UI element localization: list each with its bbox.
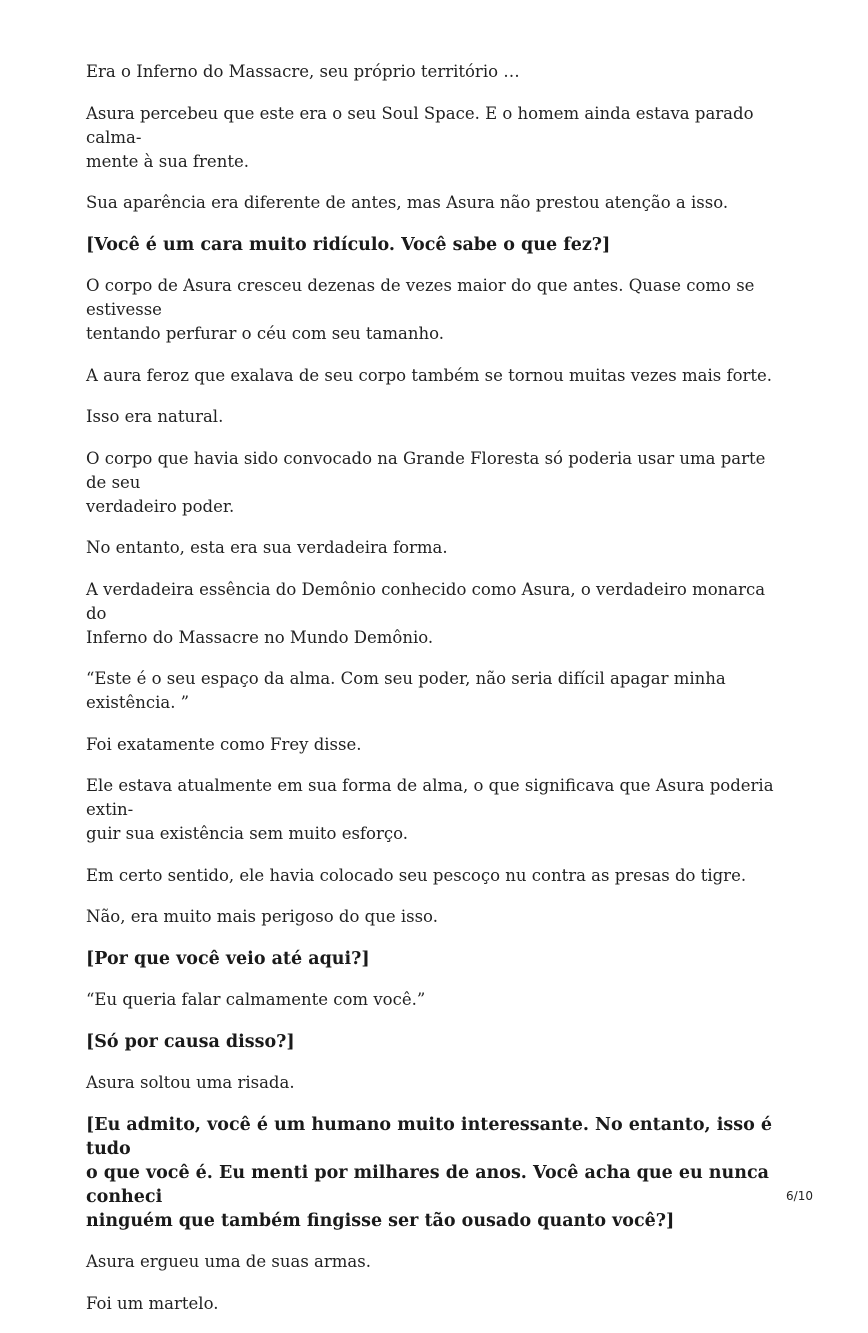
- paragraph: Em certo sentido, ele havia colocado seu pescoço nu contra as presas do tigre.: [86, 865, 747, 885]
- dialogue-line: [Por que você veio até aqui?]: [86, 948, 370, 969]
- paragraph: A aura feroz que exalava de seu corpo também se tornou muitas vezes mais forte.: [86, 365, 773, 385]
- page-number: 6/10: [786, 1189, 813, 1203]
- paragraph: Não, era muito mais perigoso do que isso.: [86, 907, 438, 926]
- paragraph: “Eu queria falar calmamente com você.”: [86, 990, 426, 1009]
- paragraph: A verdadeira essência do Demônio conhecido como Asura, o verdadeiro monarca do Inferno do Massacre no Mundo Demônio.: [86, 579, 766, 647]
- document-body: [86, 60, 786, 1333]
- paragraph: O corpo de Asura cresceu dezenas de vezes maior do que antes. Quase como se estivesse tentando perfurar o céu com seu tamanho.: [86, 276, 755, 343]
- paragraph: Foi exatamente como Frey disse.: [86, 734, 362, 754]
- paragraph: Asura ergueu uma de suas armas.: [86, 1252, 371, 1271]
- paragraph: Ele estava atualmente em sua forma de alma, o que significava que Asura poderia extin- guir sua existência sem muito esforço.: [86, 776, 774, 843]
- dialogue-line: [Eu admito, você é um humano muito interessante. No entanto, isso é tudo o que você é. Eu menti por milhares de anos. Você acha que eu nunca conheci ninguém que também fingisse ser tão ousado quanto você?]: [86, 1114, 772, 1231]
- paragraph: Asura soltou uma risada.: [86, 1073, 295, 1092]
- paragraph: Isso era natural.: [86, 407, 224, 426]
- paragraph: No entanto, esta era sua verdadeira forma.: [86, 538, 448, 557]
- dialogue-line: [Só por causa disso?]: [86, 1031, 295, 1052]
- dialogue-line: [Você é um cara muito ridículo. Você sabe o que fez?]: [86, 234, 611, 255]
- paragraph: Sua aparência era diferente de antes, mas Asura não prestou atenção a isso.: [86, 193, 729, 212]
- paragraph: Era o Inferno do Massacre, seu próprio território …: [86, 62, 520, 81]
- paragraph: “Este é o seu espaço da alma. Com seu poder, não seria difícil apagar minha existência. ”: [86, 669, 726, 712]
- paragraph: Asura percebeu que este era o seu Soul Space. E o homem ainda estava parado calma- mente à sua frente.: [86, 103, 754, 171]
- paragraph: Foi um martelo.: [86, 1293, 219, 1313]
- paragraph: O corpo que havia sido convocado na Grande Floresta só poderia usar uma parte de seu verdadeiro poder.: [86, 448, 766, 516]
